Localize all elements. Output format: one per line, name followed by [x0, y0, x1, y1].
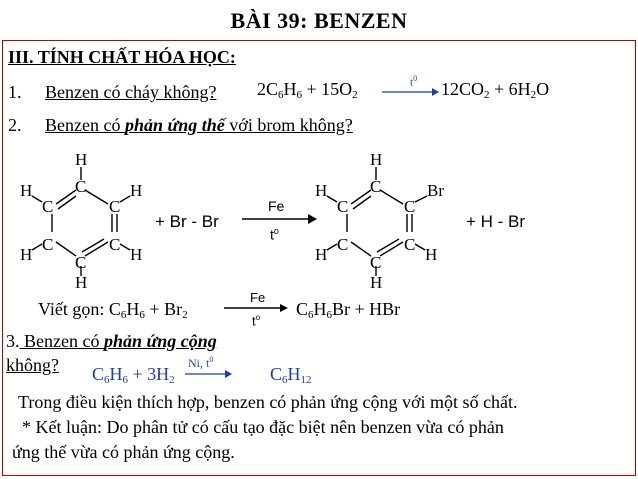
atom-h: H: [425, 245, 438, 264]
short-condition-t: $t^o$: [252, 313, 261, 329]
atom-c: C: [75, 253, 87, 272]
atom-c: C: [404, 197, 416, 216]
short-equation-products: $C_6H_6Br$ + HBr: [296, 299, 401, 321]
conclusion-line2: ứng thế vừa có phản ứng cộng.: [12, 442, 235, 462]
byproduct-hbr: + H - Br: [466, 212, 526, 231]
atom-c: C: [42, 197, 54, 216]
addition-statement: Trong điều kiện thích hợp, benzen có phản ứng cộng với một số chất.: [18, 392, 518, 412]
reaction-arrow: [240, 212, 318, 226]
q1-number: 1.: [8, 82, 22, 102]
q1-arrow: [380, 86, 440, 98]
q3-question-line2: không?: [6, 355, 59, 375]
atom-c: C: [337, 235, 349, 254]
q1-reactants: $2C_6H_6 + 15O_2$: [257, 79, 358, 101]
q3-product: $C_6H_{12}$: [270, 364, 312, 386]
atom-c: C: [42, 235, 54, 254]
q1-products: $12CO_2 + 6H_2O$: [441, 79, 550, 101]
atom-h: H: [75, 273, 88, 288]
atom-h: H: [20, 181, 33, 200]
q2-question: Benzen có phản ứng thế với brom không?: [45, 115, 353, 135]
reagent-br2: + Br - Br: [155, 212, 219, 231]
atom-c: C: [109, 235, 121, 254]
atom-c: C: [109, 197, 121, 216]
short-catalyst-fe: Fe: [250, 290, 266, 305]
catalyst-fe: Fe: [268, 198, 285, 214]
atom-h: H: [20, 245, 33, 264]
atom-h: H: [315, 245, 328, 264]
section-heading: III. TÍNH CHẤT HÓA HỌC:: [8, 47, 236, 67]
atom-c: C: [370, 253, 382, 272]
bromobenzene-structure: [313, 148, 463, 288]
atom-h: H: [370, 150, 383, 169]
atom-h: H: [130, 245, 143, 264]
q3-condition: Ni, $t^0$: [188, 355, 214, 370]
atom-c: C: [75, 177, 87, 196]
q1-condition: $t^0$: [410, 74, 418, 89]
conclusion-line1: * Kết luận: Do phân tử có cấu tạo đặc biệt nên benzen vừa có phản: [22, 417, 504, 437]
benzene-structure: [18, 148, 153, 288]
atom-h: H: [370, 273, 383, 288]
q3-question-line1: 3. Benzen có phản ứng cộng: [6, 331, 217, 351]
q3-reactants: $C_6H_6 + 3H_2$: [92, 364, 175, 386]
atom-c: C: [337, 197, 349, 216]
atom-c: C: [370, 177, 382, 196]
q1-question: Benzen có cháy không?: [45, 82, 217, 102]
atom-h: H: [315, 181, 328, 200]
atom-h: H: [130, 181, 143, 200]
q2-number: 2.: [8, 115, 22, 135]
atom-h: H: [75, 150, 88, 169]
condition-t: $t^o$: [270, 226, 279, 243]
page-title: BÀI 39: BENZEN: [230, 8, 408, 33]
q3-arrow: [183, 368, 233, 380]
short-equation-reactants: Viết gọn: $C_6H_6 + Br_2$: [38, 299, 188, 321]
atom-br: Br: [427, 181, 444, 200]
atom-c: C: [404, 235, 416, 254]
